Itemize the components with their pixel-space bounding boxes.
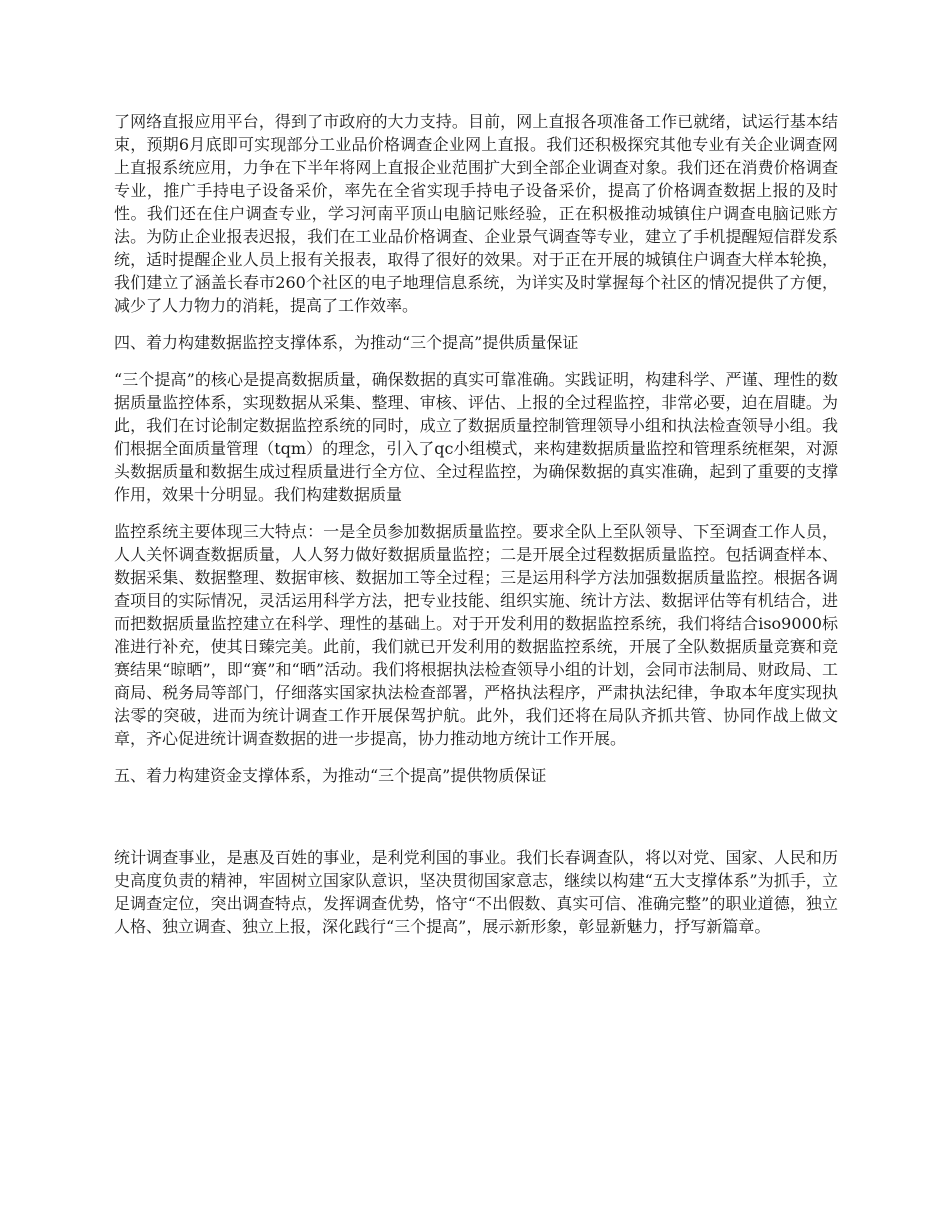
paragraph-spacer	[114, 750, 838, 764]
section-heading-four: 四、着力构建数据监控支撑体系，为推动“三个提高”提供质量保证	[114, 333, 579, 352]
paragraph-spacer	[114, 317, 838, 331]
paragraph-data-quality: “三个提高”的核心是提高数据质量，确保数据的真实可靠准确。实践证明，构建科学、严谨、理性的数据质量监控体系，实现数据从采集、整理、审核、评估、上报的全过程监控，非常必要，迫在眉睫。为此，我们在讨论制定数据监控系统的同时，成立了数据质量控制管理领导小组和执法检查领导小组。我们根据全面质量管理（tqm）的理念，引入了qc小组模式，来构建数据质量监控和管理系统框架，对源头数据质量和数据生成过程质量进行全方位、全过程监控，为确保数据的真实准确，起到了重要的支撑作用，效果十分明显。我们构建数据质量	[114, 370, 838, 504]
document-body	[114, 110, 838, 938]
paragraph-monitoring-features: 监控系统主要体现三大特点：一是全员参加数据质量监控。要求全队上至队领导、下至调查工作人员，人人关怀调查数据质量，人人努力做好数据质量监控；二是开展全过程数据质量监控。包括调查样本、数据采集、数据整理、数据审核、数据加工等全过程；三是运用科学方法加强数据质量监控。根据各调查项目的实际情况，灵活运用科学方法，把专业技能、组织实施、统计方法、数据评估等有机结合，进而把数据质量监控建立在科学、理性的基础上。对于开发利用的数据监控系统，我们将结合iso9000标准进行补充，使其日臻完美。此前，我们就已开发利用的数据监控系统，开展了全队数据质量竞赛和竞赛结果“晾晒”，即“赛”和“晒”活动。我们将根据执法检查领导小组的计划，会同市法制局、财政局、工商局、税务局等部门，仔细落实国家执法检查部署，严格执法程序，严肃执法纪律，争取本年度实现执法零的突破，进而为统计调查工作开展保驾护航。此外，我们还将在局队齐抓共管、协同作战上做文章，齐心促进统计调查数据的进一步提高，协力推动地方统计工作开展。	[114, 522, 838, 748]
section-heading-five: 五、着力构建资金支撑体系，为推动“三个提高”提供物质保证	[114, 766, 547, 785]
paragraph-spacer	[114, 354, 838, 368]
paragraph-network-reporting: 了网络直报应用平台，得到了市政府的大力支持。目前，网上直报各项准备工作已就绪，试运行基本结束，预期6月底即可实现部分工业品价格调查企业网上直报。我们还积极探究其他专业有关企业调查网上直报系统应用，力争在下半年将网上直报企业范围扩大到全部企业调查对象。我们还在消费价格调查专业，推广手持电子设备采价，率先在全省实现手持电子设备采价，提高了价格调查数据上报的及时性。我们还在住户调查专业，学习河南平顶山电脑记账经验，正在积极推动城镇住户调查电脑记账方法。为防止企业报表迟报，我们在工业品价格调查、企业景气调查等专业，建立了手机提醒短信群发系统，适时提醒企业人员上报有关报表，取得了很好的效果。对于正在开展的城镇住户调查大样本轮换，我们建立了涵盖长春市260个社区的电子地理信息系统，为详实及时掌握每个社区的情况提供了方便，减少了人力物力的消耗，提高了工作效率。	[114, 112, 838, 315]
paragraph-spacer	[114, 787, 838, 846]
paragraph-spacer	[114, 506, 838, 520]
paragraph-conclusion: 统计调查事业，是惠及百姓的事业，是利党利国的事业。我们长春调查队，将以对党、国家、人民和历史高度负责的精神，牢固树立国家队意识，坚决贯彻国家意志，继续以构建“五大支撑体系”为抓手，立足调查定位，突出调查特点，发挥调查优势，恪守“不出假数、真实可信、准确完整”的职业道德，独立人格、独立调查、独立上报，深化践行“三个提高”，展示新形象，彰显新魅力，抒写新篇章。	[114, 848, 838, 936]
